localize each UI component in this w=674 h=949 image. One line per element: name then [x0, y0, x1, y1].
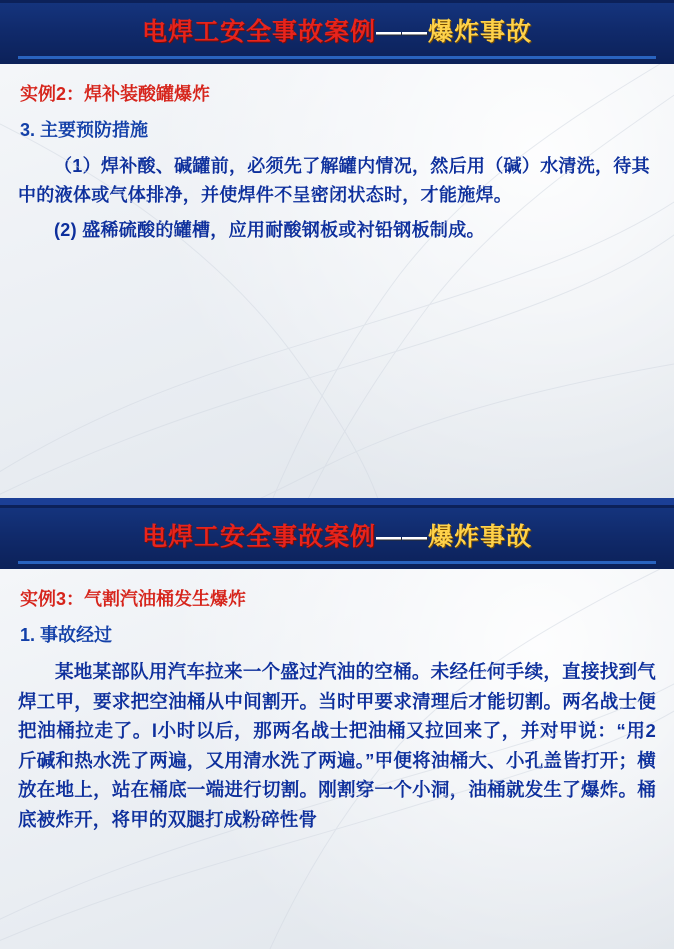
- slide-2-title: [0, 517, 674, 553]
- slide-2-title-red: 电焊工安全事故案例: [141, 523, 376, 551]
- header-top-edge: [0, 0, 674, 3]
- slide-2-paragraph-1: 某地某部队用汽车拉来一个盛过汽油的空桶。未经任何手续，直接找到气焊工甲，要求把空油桶从中间割开。当时甲要求清理后才能切割。两名战士便把油桶拉走了。l小时以后，那两名战士把油桶又拉回来了，并对甲说：“用2斤碱和热水洗了两遍，又用清水洗了两遍。”甲便将油桶大、小孔盖皆打开；横放在地上，站在桶底一端进行切割。刚割穿一个小洞，油桶就发生了爆炸。桶底被炸开，将甲的双腿打成粉碎性骨: [18, 661, 656, 830]
- slide-1-section-title: 3. 主要预防措施: [20, 120, 149, 140]
- slide-1-paragraph-2: (2) 盛稀硫酸的罐槽，应用耐酸钢板或衬铅钢板制成。: [54, 220, 485, 241]
- slide-1-body: [0, 64, 674, 505]
- slide-2-section-title: 1. 事故经过: [20, 625, 113, 645]
- slide-2-case-title: 实例3：气割汽油桶发生爆炸: [20, 589, 247, 609]
- slide-1-title-red: 电焊工安全事故案例: [141, 18, 376, 46]
- slide-1-title-dash: ——: [376, 18, 428, 46]
- slide-2-header: [0, 505, 674, 569]
- slide-1-case-title: 实例2：焊补装酸罐爆炸: [20, 84, 211, 104]
- slide-2-body: [0, 569, 674, 949]
- slide-2: [0, 505, 674, 949]
- header-top-edge-2: [0, 505, 674, 508]
- slide-2-title-yellow: 爆炸事故: [428, 523, 533, 551]
- slide-1-title-yellow: 爆炸事故: [428, 18, 533, 46]
- slide-1-header: [0, 0, 674, 64]
- slide-1-title: [0, 12, 674, 48]
- slide-2-header-underline: [18, 561, 656, 564]
- slide-1-paragraph-1: （1）焊补酸、碱罐前，必须先了解罐内情况，然后用（碱）水清洗，待其中的液体或气体排净，并使焊件不呈密闭状态时，才能施焊。: [18, 156, 650, 206]
- slide-2-title-dash: ——: [376, 523, 428, 551]
- slide-1-bottom-bar: [0, 498, 674, 505]
- slide-1-header-underline: [18, 56, 656, 59]
